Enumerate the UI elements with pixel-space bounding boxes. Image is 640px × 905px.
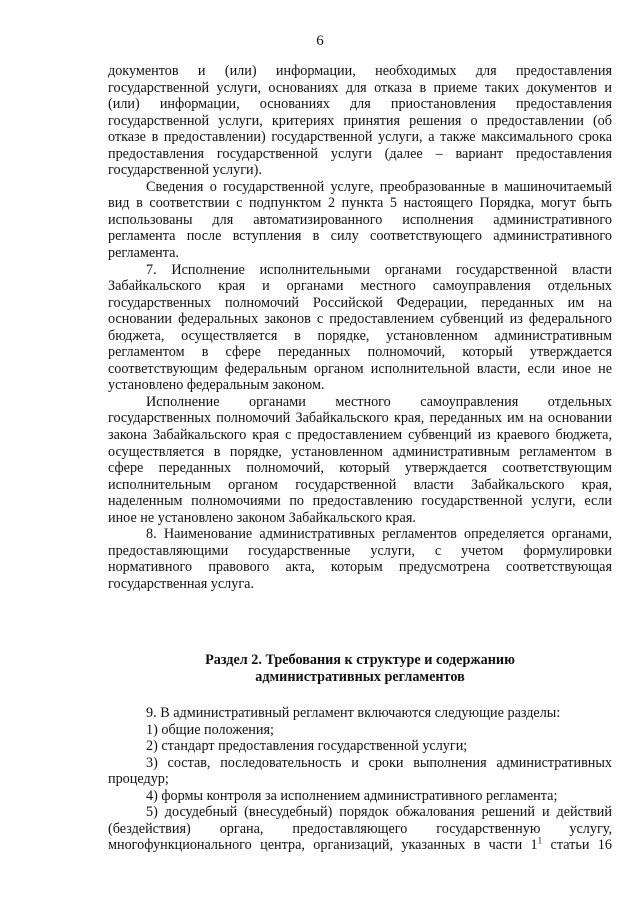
paragraph-item-8: 8. Наименование административных регламентов определяется органами, предоставляющими государственные услуги, с учетом формулировки нормативного правового акта, которым предусмотрена соответствующая государственная услуга. [108, 526, 612, 592]
list-item: 1) общие положения; [146, 721, 274, 738]
list-item: 4) формы контроля за исполнением административного регламента; [146, 787, 558, 804]
section-heading-line2: административных регламентов [255, 668, 465, 685]
list-item: 2) стандарт предоставления государственной услуги; [146, 738, 468, 755]
section-heading-line1: Раздел 2. Требования к структуре и содержанию [205, 652, 515, 668]
list-item: 3) состав, последовательность и сроки выполнения административных процедур; [108, 754, 612, 788]
list-item-tail: статьи 16 [542, 837, 612, 854]
paragraph-local-authorities: Исполнение органами местного самоуправления отдельных государственных полномочий Забайкальского края, переданных им на основании закона Забайкальского края с предоставлением субвенций из краевого бюджета, осуществляется в порядке, установленном административным регламентом в сфере переданных полномочий, который утверждается соответствующим исполнительным органом государственной власти Забайкальского края, наделенным полномочиями по предоставлению государственной услуги, если иное не установлено законом Забайкальского края. [108, 393, 612, 526]
paragraph-continuation: документов и (или) информации, необходимых для предоставления государственной услуги, основаниях для отказа в приеме таких документов и (или) информации, основаниях для приостановления предоставления государственной услуги, критериях принятия решения о предоставлении (об отказе в предоставлении) государственной услуги, а также максимального срока предоставления государственной услуги (далее – вариант предоставления государственной услуги). [108, 63, 612, 179]
list-intro: 9. В административный регламент включаются следующие разделы: [146, 705, 561, 721]
list-item-text: 5) досудебный (внесудебный) порядок обжалования решений и действий (бездействия) органа, предоставляющего государственную услугу, многофункционального центра, организаций, указанных в части 1 [108, 804, 612, 854]
body-text-upper [108, 63, 612, 593]
superscript: 1 [537, 835, 543, 846]
section-heading [108, 652, 612, 685]
sections-list [108, 705, 612, 854]
paragraph-item-7: 7. Исполнение исполнительными органами государственной власти Забайкальского края и органами местного самоуправления отдельных государственных полномочий Российской Федерации, переданных им на основании федеральных законов с предоставлением субвенций из федерального бюджета, осуществляется в порядке, установленном административным регламентом в сфере переданных полномочий, который утверждается соответствующим федеральным органом исполнительной власти, если иное не установлено федеральным законом. [108, 261, 612, 394]
page-number: 6 [316, 33, 324, 49]
list-item [108, 804, 612, 854]
paragraph-machine-readable: Сведения о государственной услуге, преобразованные в машиночитаемый вид в соответствии с подпунктом 2 пункта 5 настоящего Порядка, могут быть использованы для автоматизированного исполнения административного регламента после вступления в силу соответствующего административного регламента. [108, 178, 612, 262]
